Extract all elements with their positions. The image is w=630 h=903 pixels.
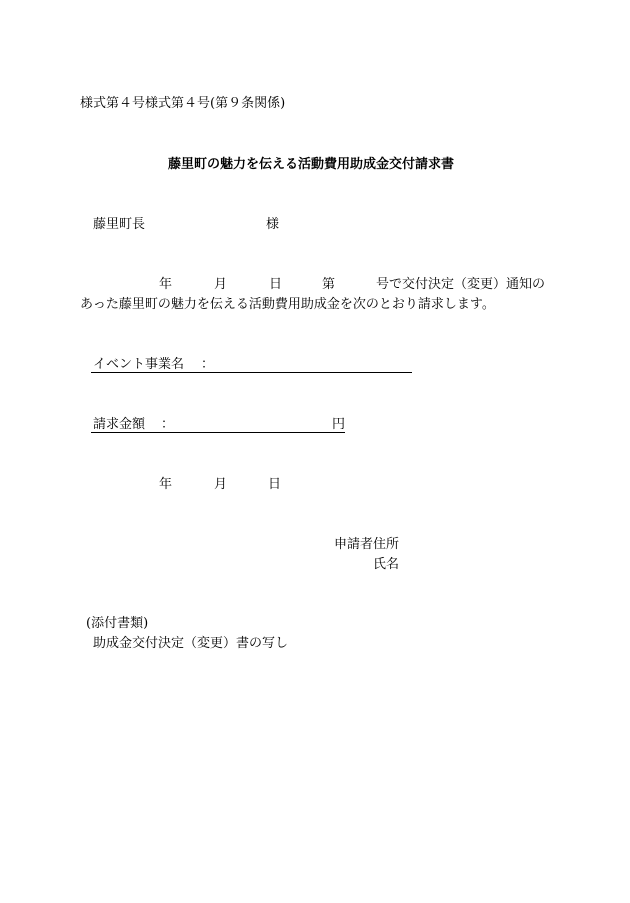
amount-unit: 円 (332, 417, 346, 432)
notice-year-label: 年 (159, 277, 173, 292)
document-title: 藤里町の魅力を伝える活動費用助成金交付請求書 (168, 157, 455, 172)
addressee-honorific: 様 (266, 217, 280, 232)
event-name-underline (91, 372, 412, 373)
request-month-label: 月 (214, 477, 228, 492)
amount-colon: ： (161, 417, 175, 432)
request-day-label: 日 (268, 477, 282, 492)
request-year-label: 年 (159, 477, 173, 492)
notice-month-label: 月 (214, 277, 228, 292)
amount-label: 請求金額 (93, 417, 146, 432)
notice-day-label: 日 (269, 277, 283, 292)
applicant-name-label: 氏名 (373, 557, 400, 572)
applicant-address-label: 申請者住所 (334, 537, 400, 552)
attachments-item: 助成金交付決定（変更）書の写し (93, 636, 289, 651)
event-name-label: イベント事業名 (93, 357, 185, 372)
form-number: 様式第４号様式第４号(第９条関係) (80, 96, 286, 111)
notice-sentence-line2: あった藤里町の魅力を伝える活動費用助成金を次のとおり請求します。 (80, 297, 495, 312)
addressee-name: 藤里町長 (93, 217, 146, 232)
attachments-heading: (添付書類) (86, 616, 149, 631)
event-name-colon: ： (201, 357, 215, 372)
notice-sentence-line1: 号で交付決定（変更）通知の (376, 277, 546, 292)
amount-underline (91, 432, 345, 433)
notice-number-prefix: 第 (322, 277, 336, 292)
